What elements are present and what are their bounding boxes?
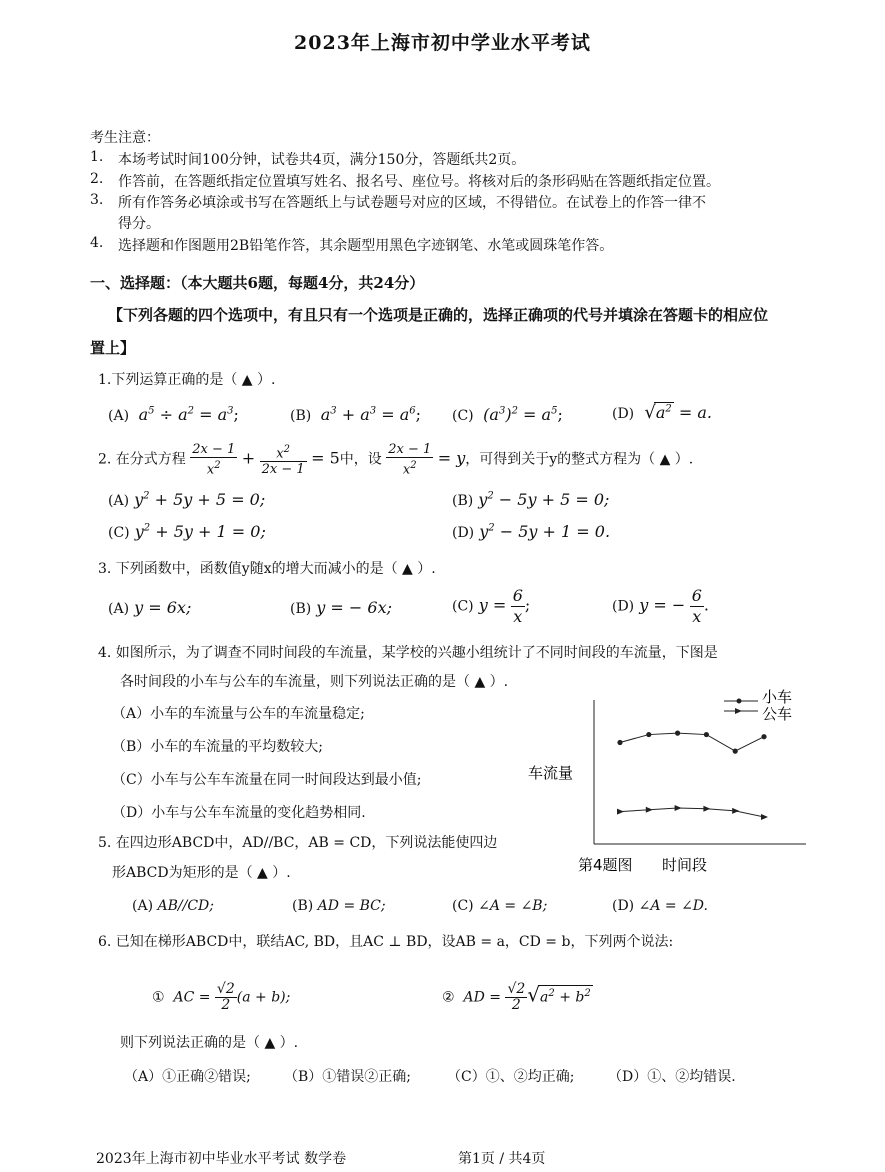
q6-option-c: （C）①、②均正确;: [447, 1069, 575, 1085]
legend-label-car: 小车: [762, 688, 793, 706]
series-point-bus-4: [703, 806, 710, 812]
q2-option-b-label: (B): [452, 493, 474, 509]
q2-fraction-2: $\frac{x^2}{2x - 1}$: [261, 444, 305, 478]
q3-option-c-label: (C): [452, 598, 474, 615]
series-point-bus-5: [732, 808, 739, 814]
q5-option-c: [452, 898, 547, 914]
q2-option-d: (D) $y^2 - 5y + 1 = 0$.: [452, 522, 611, 541]
series-point-bus-1: [617, 809, 624, 815]
q4-option-c: （C）小车与公车车流量在同一时间段达到最小值;: [112, 772, 422, 788]
q6-statement-1: ① AC = $\frac{√2}{2}$ (a + b);: [152, 981, 291, 1013]
chart-x-label: 时间段: [662, 856, 708, 874]
series-line-car: [620, 733, 764, 751]
notice-num-1: 1.: [90, 149, 104, 165]
notice-num-2: 2.: [90, 171, 104, 187]
page-title: 2023年上海市初中学业水平考试: [294, 32, 591, 54]
q1-option-a-label: (A): [108, 408, 130, 424]
q5-stem-2: 形ABCD为矩形的是（ ▲ ）.: [112, 865, 291, 881]
q3-option-d: (D) y = − $\frac{6}{x}$ .: [612, 586, 709, 626]
series-point-car-3: [675, 731, 680, 736]
notice-text-1: 本场考试时间100分钟，试卷共4页，满分150分，答题纸共2页。: [118, 152, 526, 168]
q3-stem: 3. 下列函数中，函数值y随x的增大而减小的是（ ▲ ）.: [98, 561, 436, 577]
q5-option-d-math: ∠A = ∠D.: [638, 898, 708, 914]
q2-option-c-label: (C): [108, 525, 130, 541]
q6-statement-2-mark: ②: [442, 989, 455, 1006]
q6-statement-2: ② AD = $\frac{√2}{2}$ $√a^2 + b^2$: [442, 981, 591, 1013]
notice-text-4: 选择题和作图题用2B铅笔作答，其余题型用黑色字迹钢笔、水笔或圆珠笔作答。: [118, 238, 614, 254]
q1-option-a-math: $a^5 \div a^2 = a^3$: [133, 405, 234, 424]
q4-stem: 4. 如图所示，为了调查不同时间段的车流量，某学校的兴趣小组统计了不同时间段的车流量，下图是: [98, 645, 718, 661]
footer-exam-name: 2023年上海市初中毕业水平考试 数学卷: [96, 1151, 347, 1167]
q5-option-a-math: AB//CD;: [157, 898, 214, 914]
q1-option-c-label: (C): [452, 408, 474, 424]
q5-option-a-label: (A): [132, 898, 154, 914]
series-point-car-5: [733, 749, 738, 754]
series-point-bus-2: [646, 807, 653, 813]
legend-marker-car: [737, 699, 742, 704]
q1-stem: 1.下列运算正确的是（ ▲ ）.: [98, 372, 276, 388]
q6-ask: 则下列说法正确的是（ ▲ ）.: [120, 1035, 299, 1051]
q2-fraction-3: $\frac{2x - 1}{x^2}$: [388, 442, 432, 478]
q1-option-c-math: $(a^3)^2 = a^5$: [478, 405, 558, 424]
q3-option-c: (C) y = $\frac{6}{x}$ ;: [452, 586, 531, 626]
notice-heading: 考生注意：: [90, 130, 160, 146]
q4-option-d: （D）小车与公车车流量的变化趋势相同.: [112, 805, 366, 821]
series-point-car-4: [704, 732, 709, 737]
q5-option-b-math: AD = BC;: [317, 898, 386, 914]
q4-option-a: （A）小车的车流量与公车的车流量稳定;: [112, 706, 365, 722]
notice-num-4: 4.: [90, 235, 104, 251]
q2-option-a-label: (A): [108, 493, 130, 509]
q5-stem: [98, 832, 497, 852]
q1-option-b-label: (B): [290, 408, 312, 424]
q5-option-b: [292, 898, 386, 914]
legend-label-bus: 公车: [762, 705, 793, 723]
notice-text-2: 作答前，在答题纸指定位置填写姓名、报名号、座位号。将核对后的条形码贴在答题纸指定位置。: [118, 174, 720, 190]
q5-option-c-label: (C): [452, 898, 474, 914]
q4-stem-2: 各时间段的小车与公车的车流量，则下列说法正确的是（ ▲ ）.: [120, 674, 509, 690]
q1-option-b-math: $a^3 + a^3 = a^6$: [315, 405, 416, 424]
q2-option-a: (A) $y^2 + 5y + 5 = 0$;: [108, 490, 266, 509]
series-line-bus: [620, 808, 764, 817]
series-point-car-2: [646, 732, 651, 737]
q1-option-d: (D) $√a^2 = a$.: [612, 402, 712, 423]
q1-option-d-label: (D): [612, 406, 635, 422]
q6-option-d: （D）①、②均错误.: [608, 1069, 736, 1085]
legend-marker-bus: [735, 708, 742, 714]
chart-y-label: 车流量: [528, 764, 574, 782]
q2-stem-mid: 中，设: [339, 451, 382, 468]
series-point-bus-3: [675, 805, 682, 811]
q6-option-a: （A）①正确②错误;: [124, 1069, 251, 1085]
q1-option-b: (B) $a^3 + a^3 = a^6$;: [290, 405, 422, 424]
q2-stem-post: ，可得到关于y的整式方程为（ ▲ ）.: [465, 451, 694, 468]
q2-option-d-label: (D): [452, 525, 475, 541]
q2-option-b: (B) $y^2 - 5y + 5 = 0$;: [452, 490, 610, 509]
series-point-car-1: [617, 740, 622, 745]
q3-option-d-label: (D): [612, 598, 635, 615]
q3-option-b-label: (B): [290, 601, 312, 617]
q5-stem-text: 5. 在四边形ABCD中，AD//BC，AB = CD，下列说法能使四边: [98, 835, 498, 851]
q2-option-c: (C) $y^2 + 5y + 1 = 0$;: [108, 522, 266, 541]
q3-option-a: (A) y = 6x;: [108, 598, 192, 617]
q6-statement-1-mark: ①: [152, 989, 165, 1006]
q5-option-a: [132, 898, 214, 914]
q3-option-a-label: (A): [108, 601, 130, 617]
q1-option-d-math: $a^2$: [655, 403, 672, 422]
q1-option-a: (A) $a^5 \div a^2 = a^3$;: [108, 405, 239, 424]
series-point-bus-6: [761, 814, 768, 820]
q3-option-b: (B) y = − 6x;: [290, 598, 393, 617]
notice-text-3: 所有作答务必填涂或书写在答题纸上与试卷题号对应的区域，不得错位。在试卷上的作答一律不: [118, 195, 706, 211]
notice-text-3b: 得分。: [118, 216, 160, 232]
q4-chart: [520, 680, 820, 880]
q1-option-c: (C) $(a^3)^2 = a^5$;: [452, 405, 563, 424]
q2-fraction-1: $\frac{2x - 1}{x^2}$: [192, 442, 236, 478]
notice-num-3: 3.: [90, 192, 104, 208]
q4-option-b: （B）小车的车流量的平均数较大;: [112, 739, 324, 755]
q5-option-c-math: ∠A = ∠B;: [478, 898, 548, 914]
chart-title: 第4题图: [578, 856, 633, 874]
section-instruction-2: 置上】: [90, 339, 136, 357]
q5-option-b-label: (B): [292, 898, 314, 914]
footer-page-number: 第1页 / 共4页: [458, 1151, 546, 1167]
q2-stem: 2. 在分式方程 $\frac{2x - 1}{x^2}$ + $\frac{x^2}{2x - 1}$ = 5中，设 $\frac{2x - 1}{x^2}$ = y，可得到关于y的整式方程为（ ▲ ）.: [98, 442, 694, 478]
section-title: 一、选择题：（本大题共6题，每题4分，共24分）: [90, 274, 425, 292]
q2-stem-pre: 2. 在分式方程: [98, 451, 186, 468]
q6-option-b: （B）①错误②正确;: [284, 1069, 412, 1085]
q5-option-d-label: (D): [612, 898, 635, 914]
section-instruction: 【下列各题的四个选项中，有且只有一个选项是正确的，选择正确项的代号并填涂在答题卡的相应位: [108, 306, 769, 324]
q6-stem: 6. 已知在梯形ABCD中，联结AC, BD，且AC ⊥ BD，设AB = a，CD = b，下列两个说法:: [98, 934, 674, 950]
series-point-car-6: [761, 734, 766, 739]
q5-option-d: [612, 898, 708, 914]
